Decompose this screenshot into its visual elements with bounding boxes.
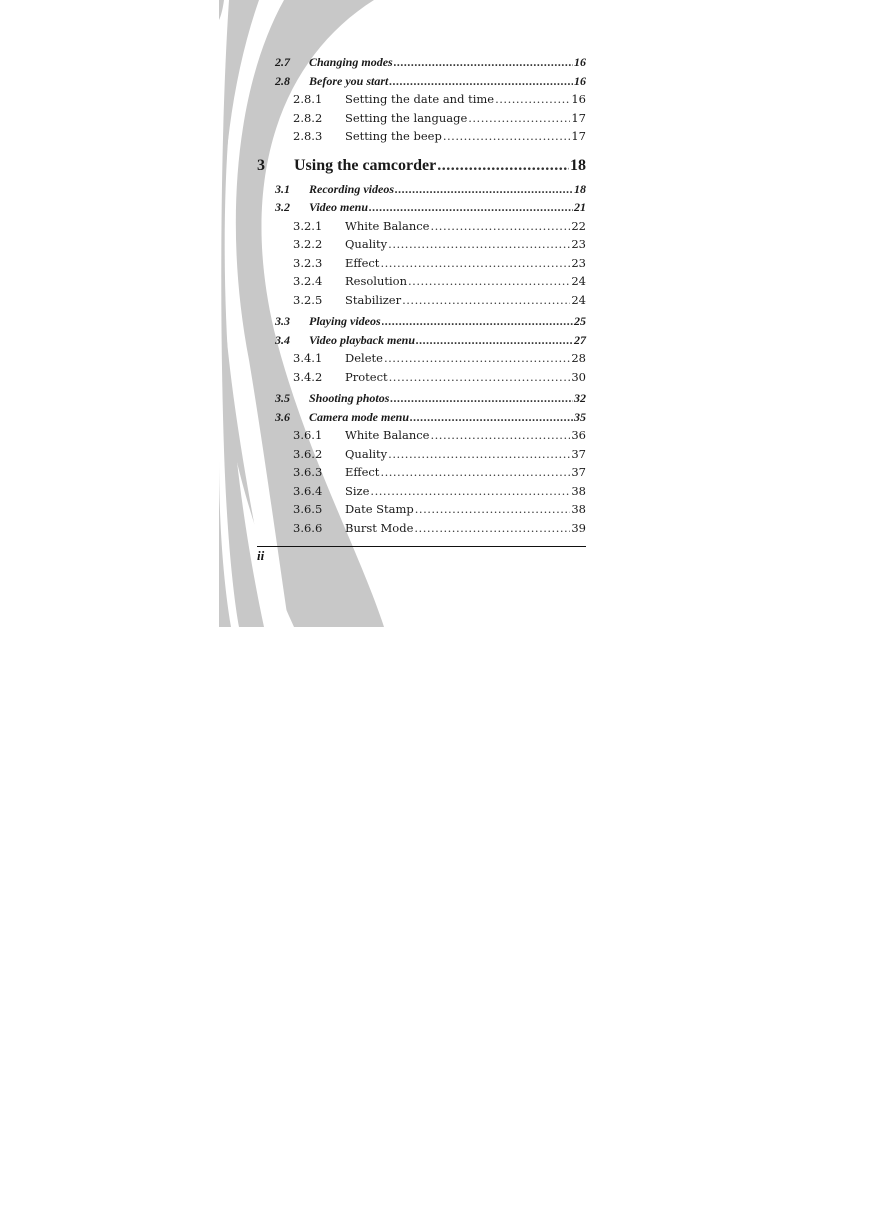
toc-entry[interactable]	[257, 519, 586, 538]
toc-dot-leader	[443, 127, 571, 146]
toc-entry-title: Camera mode menu	[309, 409, 410, 424]
toc-dot-leader	[410, 408, 573, 427]
toc-entry[interactable]	[257, 445, 586, 464]
toc-dot-leader	[395, 180, 573, 199]
toc-entry-page: 37	[571, 446, 586, 461]
toc-entry-page: 16	[571, 92, 586, 106]
toc-dot-leader	[414, 519, 570, 538]
toc-entry[interactable]	[257, 72, 586, 91]
toc-entry[interactable]	[257, 180, 586, 199]
toc-entry-number: 3.2.4	[293, 274, 323, 288]
toc-entry-page: 35	[574, 409, 586, 424]
toc-dot-leader	[430, 217, 570, 236]
toc-entry-page: 18	[570, 156, 586, 174]
toc-entry[interactable]	[257, 331, 586, 350]
toc-entry[interactable]	[257, 53, 586, 72]
toc-entry[interactable]	[257, 426, 586, 445]
toc-entry-number: 3.6.1	[293, 428, 323, 442]
toc-entry-number: 3.2.3	[293, 255, 323, 270]
toc-entry[interactable]	[257, 463, 586, 482]
toc-entry-page: 28	[571, 351, 586, 365]
toc-dot-leader	[369, 198, 573, 217]
toc-entry-title: Stabilizer	[345, 292, 402, 307]
toc-entry-number: 3.6.3	[293, 465, 323, 479]
footer-rule	[257, 546, 586, 547]
toc-entry-page: 27	[574, 332, 586, 347]
toc-entry-page: 16	[574, 55, 586, 69]
toc-entry[interactable]	[257, 349, 586, 368]
toc-entry-title: Resolution	[345, 274, 408, 288]
toc-entry-number: 3.6	[275, 409, 290, 424]
toc-entry-title: Using the camcorder	[294, 156, 437, 174]
toc-dot-leader	[382, 312, 573, 331]
toc-entry[interactable]	[257, 368, 586, 387]
toc-dot-leader	[380, 254, 570, 273]
toc-entry-page: 17	[571, 110, 586, 125]
toc-entry-number: 3.3	[275, 314, 290, 328]
toc-entry-number: 2.8.1	[293, 92, 323, 106]
toc-entry-title: Setting the beep	[345, 129, 442, 143]
toc-entry[interactable]	[257, 291, 586, 310]
toc-dot-leader	[384, 349, 570, 368]
toc-entry-title: Quality	[345, 446, 388, 461]
document-page	[219, 0, 600, 627]
toc-entry-number: 3.4	[275, 332, 290, 347]
toc-dot-leader	[388, 445, 570, 464]
toc-entry-page: 38	[571, 483, 586, 498]
toc-entry-number: 3.1	[275, 181, 290, 196]
toc-entry-page: 21	[574, 200, 586, 214]
toc-entry-number: 3.6.6	[293, 520, 323, 535]
toc-entry-page: 23	[571, 255, 586, 270]
toc-dot-leader	[468, 109, 570, 128]
toc-entry-title: Burst Mode	[345, 520, 414, 535]
toc-entry-title: Date Stamp	[345, 502, 414, 516]
toc-entry-number: 3.5	[275, 391, 290, 405]
toc-entry-title: Delete	[345, 351, 383, 365]
toc-entry-page: 32	[574, 391, 586, 405]
toc-dot-leader	[430, 426, 570, 445]
toc-dot-leader	[390, 389, 573, 408]
toc-entry[interactable]	[257, 90, 586, 109]
toc-entry-number: 3.4.1	[293, 351, 323, 365]
toc-entry-page: 25	[574, 314, 586, 328]
toc-dot-leader	[389, 72, 573, 91]
toc-dot-leader	[388, 235, 570, 254]
toc-entry-number: 3.6.5	[293, 502, 323, 516]
toc-entry-page: 22	[571, 218, 586, 233]
toc-entry-number: 2.8.2	[293, 110, 323, 125]
toc-entry-title: Setting the language	[345, 110, 468, 125]
toc-entry[interactable]	[257, 217, 586, 236]
toc-entry[interactable]	[257, 198, 586, 217]
table-of-contents	[257, 53, 586, 537]
toc-entry-number: 2.8	[275, 73, 290, 88]
toc-entry[interactable]	[257, 127, 586, 146]
toc-entry-page: 39	[571, 520, 586, 535]
toc-entry-page: 17	[571, 129, 586, 143]
toc-dot-leader	[389, 368, 571, 387]
toc-entry-page: 24	[571, 274, 586, 288]
toc-entry[interactable]	[257, 408, 586, 427]
toc-entry-number: 3.2.1	[293, 218, 323, 233]
toc-entry[interactable]	[257, 500, 586, 519]
toc-entry-title: Video menu	[309, 200, 369, 214]
toc-entry-number: 3.2.2	[293, 237, 323, 251]
toc-entry-title: Setting the date and time	[345, 92, 495, 106]
toc-entry[interactable]	[257, 312, 586, 331]
toc-entry-title: Size	[345, 483, 370, 498]
toc-entry-page: 23	[571, 237, 586, 251]
footer-page-number: ii	[257, 548, 265, 563]
toc-entry-number: 3.6.4	[293, 483, 323, 498]
toc-entry-title: Before you start	[309, 73, 389, 88]
toc-entry-title: Protect	[345, 369, 388, 384]
toc-entry-page: 38	[571, 502, 586, 516]
toc-entry[interactable]	[257, 272, 586, 291]
toc-entry-page: 16	[574, 73, 586, 88]
toc-entry-number: 3.2	[275, 200, 290, 214]
toc-entry-page: 37	[571, 465, 586, 479]
toc-entry-title: White Balance	[345, 218, 430, 233]
toc-entry[interactable]	[257, 152, 586, 180]
toc-entry-number: 2.7	[275, 55, 290, 69]
toc-entry[interactable]	[257, 235, 586, 254]
toc-entry[interactable]	[257, 389, 586, 408]
toc-entry-title: White Balance	[345, 428, 430, 442]
toc-entry-page: 36	[571, 428, 586, 442]
toc-entry-title: Effect	[345, 465, 380, 479]
toc-entry-number: 3	[257, 156, 265, 174]
toc-entry-number: 3.6.2	[293, 446, 323, 461]
toc-dot-leader	[402, 291, 570, 310]
toc-entry-title: Changing modes	[309, 55, 393, 69]
toc-entry[interactable]	[257, 109, 586, 128]
toc-entry-number: 3.4.2	[293, 369, 323, 384]
toc-entry-title: Shooting photos	[309, 391, 390, 405]
toc-entry-page: 30	[571, 369, 586, 384]
toc-dot-leader	[437, 152, 569, 180]
toc-entry[interactable]	[257, 482, 586, 501]
toc-dot-leader	[394, 53, 573, 72]
toc-dot-leader	[370, 482, 570, 501]
toc-entry-number: 3.2.5	[293, 292, 323, 307]
toc-dot-leader	[380, 463, 570, 482]
toc-entry-title: Quality	[345, 237, 388, 251]
toc-dot-leader	[415, 500, 571, 519]
toc-dot-leader	[416, 331, 573, 350]
toc-entry-title: Playing videos	[309, 314, 381, 328]
toc-dot-leader	[495, 90, 570, 109]
toc-entry-title: Effect	[345, 255, 380, 270]
toc-entry-page: 24	[571, 292, 586, 307]
toc-entry-page: 18	[574, 181, 586, 196]
toc-entry-title: Video playback menu	[309, 332, 415, 347]
toc-entry[interactable]	[257, 254, 586, 273]
toc-entry-title: Recording videos	[309, 181, 394, 196]
toc-dot-leader	[408, 272, 570, 291]
toc-entry-number: 2.8.3	[293, 129, 323, 143]
